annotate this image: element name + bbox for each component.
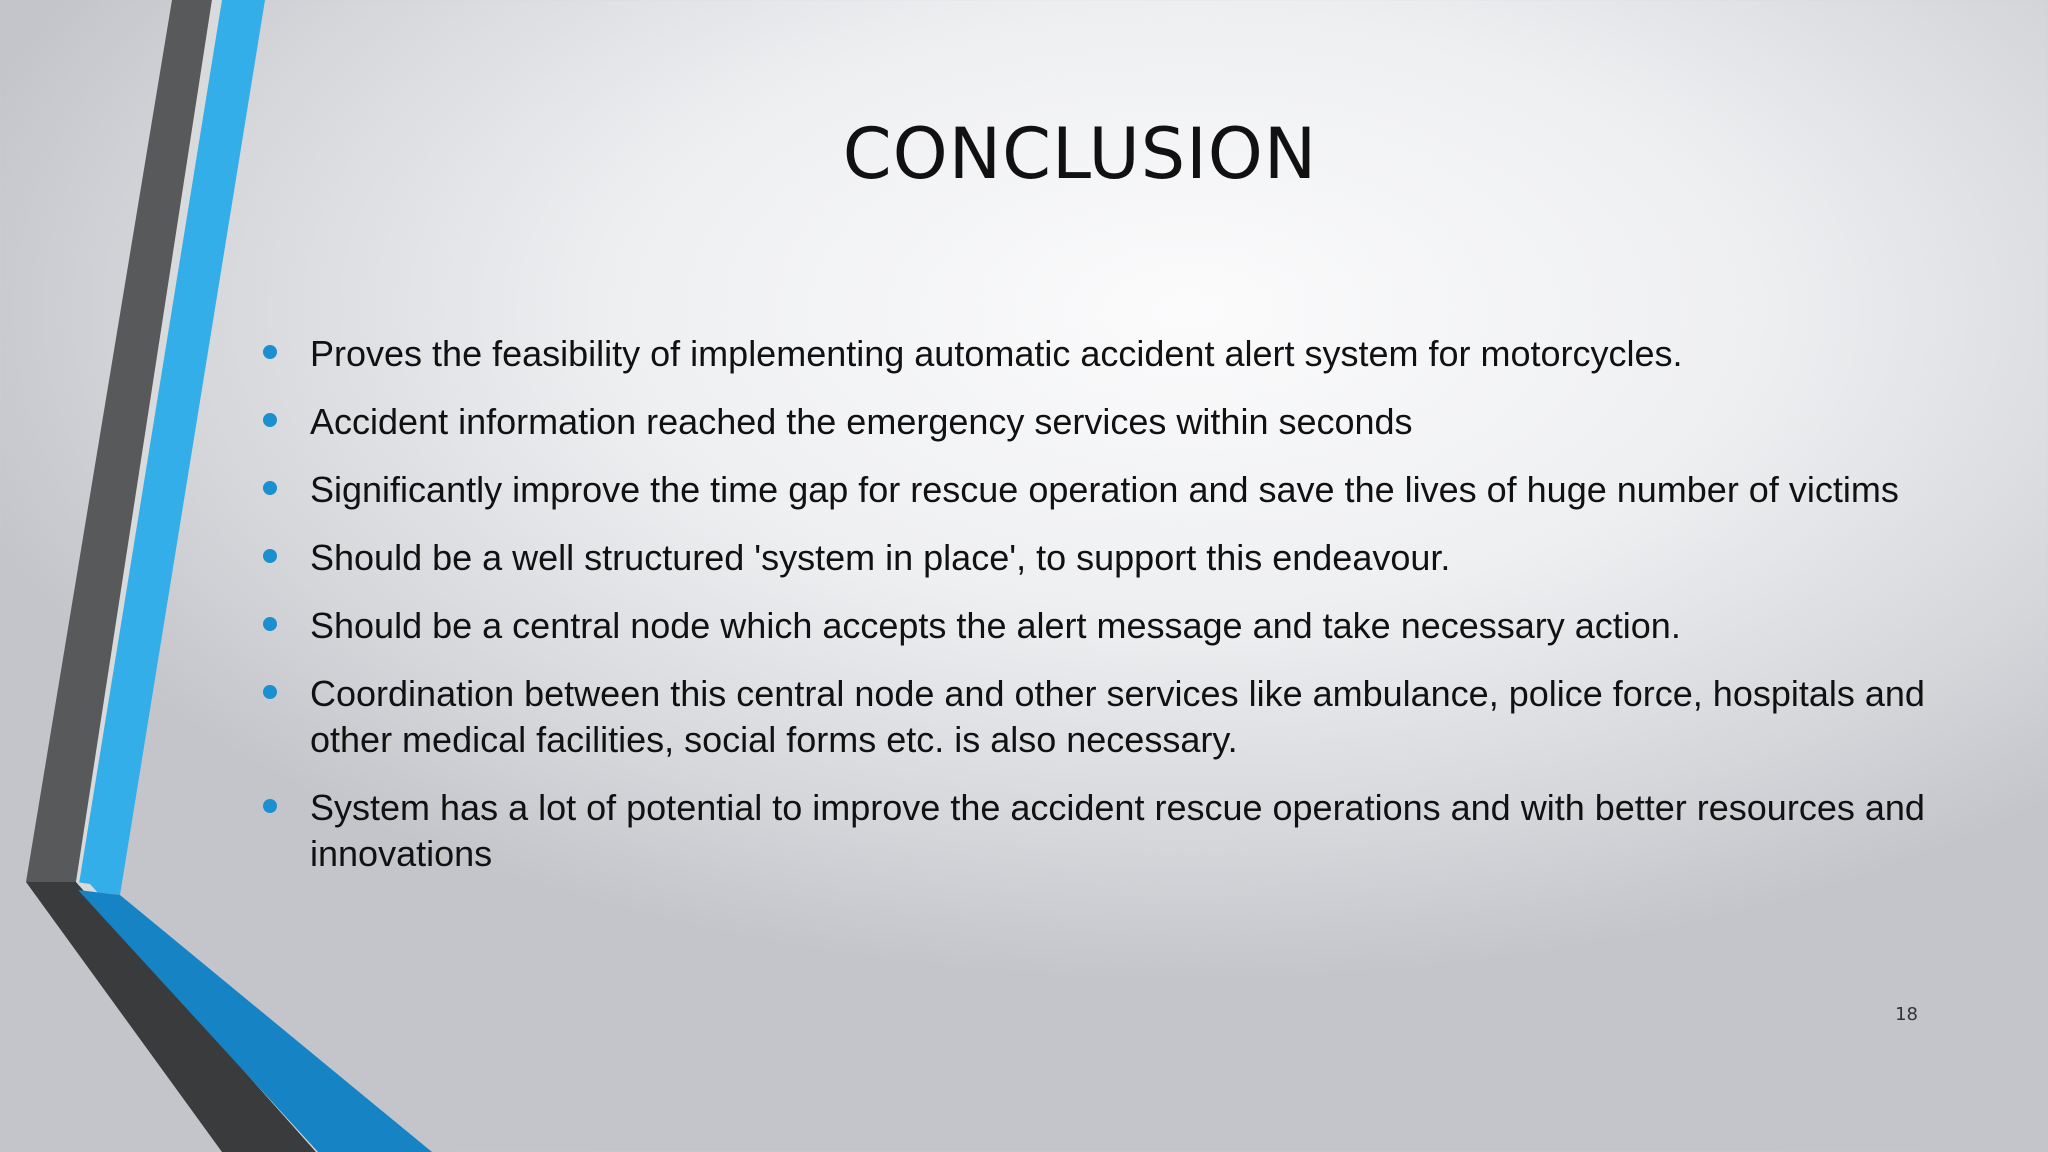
bullet-icon (263, 345, 277, 359)
bullet-item (260, 535, 1980, 581)
bullet-icon (263, 617, 277, 631)
bullet-text: Coordination between this central node and other services like ambulance, police force, hospitals and other medical facilities, social forms etc. is also necessary. (310, 673, 1925, 760)
bullet-text: Accident information reached the emergency services within seconds (310, 401, 1413, 442)
bullet-item (260, 785, 1980, 877)
bullet-item (260, 331, 1980, 377)
bullet-list (260, 331, 1980, 899)
bullet-text: Significantly improve the time gap for rescue operation and save the lives of huge number of victims (310, 469, 1899, 510)
bullet-icon (263, 799, 277, 813)
bullet-text: Proves the feasibility of implementing automatic accident alert system for motorcycles. (310, 333, 1683, 374)
gray-diagonal-bar (26, 882, 320, 1152)
bullet-item (260, 467, 1980, 513)
bullet-icon (263, 481, 277, 495)
bullet-icon (263, 413, 277, 427)
slide-title: CONCLUSION (842, 113, 1318, 195)
bullet-item (260, 671, 1980, 763)
bullet-text: Should be a central node which accepts the alert message and take necessary action. (310, 605, 1681, 646)
bullet-text: System has a lot of potential to improve the accident rescue operations and with better resources and innovations (310, 787, 1925, 874)
bullet-item (260, 603, 1980, 649)
bullet-item (260, 399, 1980, 445)
bullet-text: Should be a well structured 'system in place', to support this endeavour. (310, 537, 1451, 578)
bullet-icon (263, 685, 277, 699)
page-number: 18 (1895, 1004, 1918, 1025)
bullet-icon (263, 549, 277, 563)
